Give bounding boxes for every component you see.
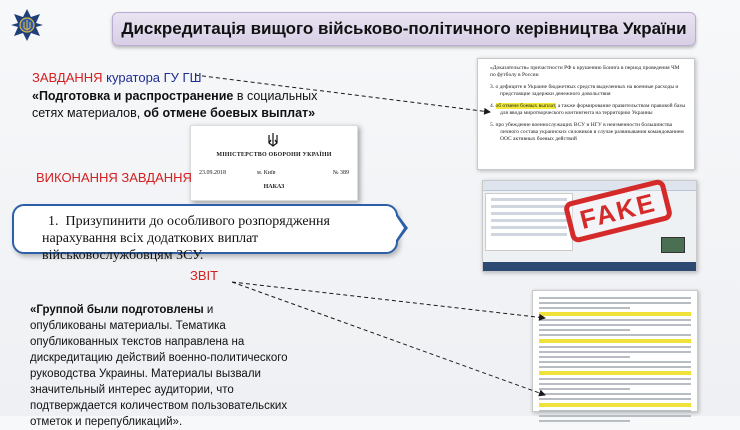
quote-text: Призупинити до особливого розпорядження нарахування всіх додаткових виплат військовослужбовцям ЗСУ. (42, 214, 330, 263)
task-label-rest: куратора ГУ ГШ (102, 70, 202, 85)
order-number: № 389 (332, 170, 349, 176)
excerpt-paragraph: «Доказательств» причастности РФ к крушению Боинга в период проведения ЧМ по футболу в России (490, 65, 680, 78)
document-excerpt (477, 58, 695, 170)
task-heading (32, 70, 202, 85)
report-text-bold: «Группой были подготовлены (30, 304, 204, 316)
os-taskbar (483, 262, 696, 271)
order-date: 23.09.2018 (199, 170, 226, 176)
excerpt-item-3 (490, 84, 686, 98)
task-text-middle: в социальных сетях материалов, (32, 89, 318, 120)
quote-number: 1. (48, 214, 59, 229)
excerpt-item-3-text: о дефиците в Украине бюджетных средств выделенных на военные расходы и предстоящие задержки денежного довольствия (495, 84, 679, 97)
excerpt-item-5-num: 5. (490, 122, 495, 128)
task-text-bold-2: об отмене боевых выплат» (140, 106, 316, 120)
excerpt-item-5 (490, 122, 686, 143)
order-ministry: МІНІСТЕРСТВО ОБОРОНИ УКРАЇНИ (216, 152, 332, 158)
excerpt-item-4-num: 4. (490, 103, 495, 109)
order-type: НАКАЗ (263, 184, 285, 190)
post-thumbnail (661, 237, 685, 253)
excerpt-item-4-rest: а также формирование правительством правовой базы для ввода миротворческого контингента на территорию Украины (500, 103, 686, 116)
task-label: ЗАВДАННЯ (32, 70, 103, 85)
trident-icon (267, 132, 279, 148)
report-text (30, 302, 292, 430)
fake-stamp: FAKE (562, 178, 673, 244)
excerpt-highlight: об отмене боевых выплат, (495, 103, 557, 109)
quote-box (12, 204, 398, 263)
page-title-text: Дискредитація вищого військово-політичного керівництва України (121, 19, 687, 38)
excerpt-item-4 (490, 103, 686, 117)
task-text-bold-1: «Подготовка и распространение (32, 89, 234, 103)
page-title (112, 12, 696, 46)
post-pane (485, 193, 573, 251)
execution-label: ВИКОНАННЯ ЗАВДАННЯ (36, 170, 192, 185)
order-document (190, 125, 358, 201)
report-text-rest: и опубликованы материалы. Тематика опубликованных текстов направлена на дискредитацию действий военно-политического руководства Украины. Материалы вызвали значительный интерес аудитории, что подтверждается количеством пользовательских отметок и перепубликаций». (30, 304, 288, 428)
quote-arrow-inner (396, 216, 404, 240)
report-label: ЗВІТ (190, 268, 219, 283)
excerpt-item-5-text: про убеждение военнослужащих ВСУ и НГУ в неизменности большинства личного состава украинских силовиков в случае развязывания командованием ООС активных боевых действий (495, 122, 684, 142)
excerpt-item-3-num: 3. (490, 84, 495, 90)
sbu-emblem-icon (10, 8, 44, 42)
order-place: м. Київ (257, 170, 276, 176)
report-document-screenshot (532, 290, 698, 412)
task-text (32, 88, 332, 122)
